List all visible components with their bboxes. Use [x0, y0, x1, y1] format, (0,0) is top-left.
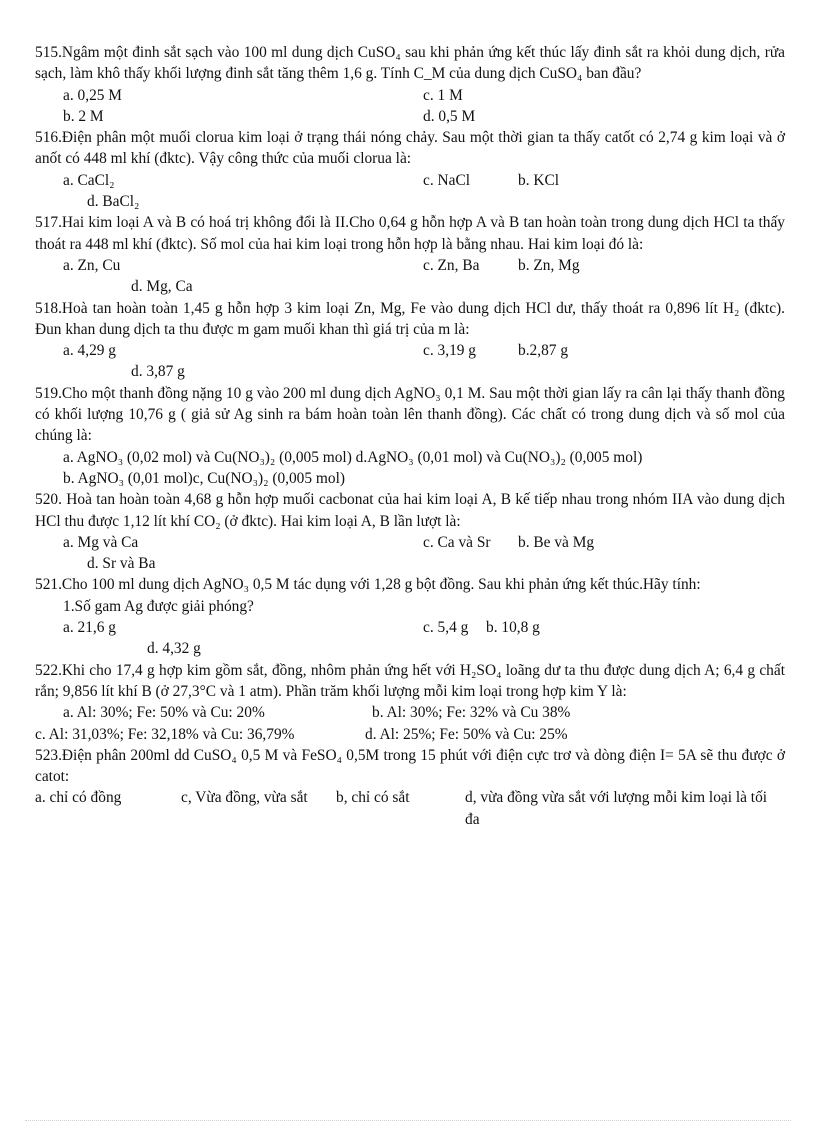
options-516-row1 — [35, 170, 785, 191]
option-515-a: a. 0,25 M — [63, 86, 122, 104]
question-518: 518.Hoà tan hoàn toàn 1,45 g hỗn hợp 3 kim loại Zn, Mg, Fe vào dung dịch HCl dư, thấy thoát ra 0,896 lít H₂ (đktc). Đun khan dung dịch ta thu được m gam muối khan thì giá trị của m là: — [35, 299, 785, 338]
options-517-row2 — [35, 276, 785, 297]
question-517: 517.Hai kim loại A và B có hoá trị không đổi là II.Cho 0,64 g hỗn hợp A và B tan hoàn toàn trong dung dịch HCl ta thấy thoát ra 448 ml khí (đktc). Số mol của hai kim loại trong hỗn hợp là bằng nhau. Hai kim loại đó là: — [35, 214, 785, 253]
option-520-d: d. Sr và Ba — [87, 555, 156, 573]
options-516-row2 — [35, 191, 785, 212]
option-521-c: c. 5,4 g — [423, 619, 469, 637]
option-522-d: d. Al: 25%; Fe: 50% và Cu: 25% — [365, 725, 568, 743]
option-517-d: d. Mg, Ca — [131, 278, 193, 296]
option-521-a: a. 21,6 g — [63, 619, 117, 637]
option-522-a: a. Al: 30%; Fe: 50% và Cu: 20% — [63, 704, 265, 722]
options-515-row1 — [35, 85, 785, 106]
option-523-b: b, chỉ có sắt — [336, 789, 410, 807]
option-516-a: a. CaCl₂ — [63, 171, 115, 189]
question-519: 519.Cho một thanh đồng nặng 10 g vào 200 ml dung dịch AgNO₃ 0,1 M. Sau một thời gian lấy ra cân lại thấy thanh đồng có khối lượng 10,76 g ( giả sử Ag sinh ra bám hoàn toàn lên thanh đồng). Các chất có trong dung dịch và số mol của chúng là: — [35, 384, 785, 445]
option-522-b: b. Al: 30%; Fe: 32% và Cu 38% — [372, 704, 571, 722]
option-516-d: d. BaCl₂ — [87, 193, 140, 211]
option-523-d: d, vừa đồng vừa sắt với lượng mỗi kim loại là tối đa — [465, 789, 768, 828]
question-521: 521.Cho 100 ml dung dịch AgNO₃ 0,5 M tác dụng với 1,28 g bột đồng. Sau khi phản ứng kết thúc.Hãy tính: — [35, 576, 701, 594]
subquestion-521: 1.Số gam Ag được giải phóng? — [63, 597, 254, 615]
options-517-row1 — [35, 255, 785, 276]
option-519-b-c: b. AgNO₃ (0,01 mol)c, Cu(NO₃)₂ (0,005 mol) — [63, 469, 345, 487]
options-518-row2 — [35, 361, 785, 382]
option-523-c: c, Vừa đồng, vừa sắt — [181, 789, 308, 807]
option-517-b: b. Zn, Mg — [518, 256, 580, 274]
options-522-row1 — [35, 702, 785, 723]
option-520-c: c. Ca và Sr — [423, 533, 491, 551]
question-522: 522.Khi cho 17,4 g hợp kim gồm sắt, đồng, nhôm phản ứng hết với H₂SO₄ loãng dư ta thu được dung dịch A; 6,4 g chất rắn; 9,856 lít khí B (ở 27,3°C và 1 atm). Phần trăm khối lượng mỗi kim loại trong hợp kim Y là: — [35, 661, 785, 700]
options-522-row2 — [35, 724, 785, 745]
option-518-b: b.2,87 g — [518, 342, 569, 360]
page-bottom-divider — [25, 1120, 791, 1121]
options-515-row2 — [35, 106, 785, 127]
option-516-c: c. NaCl — [423, 171, 471, 189]
options-523-row1 — [35, 787, 785, 828]
options-519-row2 — [35, 468, 785, 489]
option-517-c: c. Zn, Ba — [423, 256, 480, 274]
option-515-c: c. 1 M — [423, 86, 463, 104]
option-516-b: b. KCl — [518, 171, 560, 189]
options-520-row2 — [35, 553, 785, 574]
options-519-row1 — [35, 447, 785, 468]
option-515-d: d. 0,5 M — [423, 107, 476, 125]
option-518-a: a. 4,29 g — [63, 342, 117, 360]
option-518-d: d. 3,87 g — [131, 363, 185, 381]
options-518-row1 — [35, 340, 785, 361]
question-520: 520. Hoà tan hoàn toàn 4,68 g hỗn hợp muối cacbonat của hai kim loại A, B kế tiếp nhau trong nhóm IIA vào dung dịch HCl thu được 1,12 lít khí CO₂ (ở đktc). Hai kim loại A, B lần lượt là: — [35, 491, 785, 530]
document-page — [35, 42, 785, 828]
option-523-a: a. chỉ có đồng — [35, 789, 122, 807]
option-520-b: b. Be và Mg — [518, 533, 595, 551]
option-517-a: a. Zn, Cu — [63, 256, 121, 274]
options-520-row1 — [35, 532, 785, 553]
question-523: 523.Điện phân 200ml dd CuSO₄ 0,5 M và FeSO₄ 0,5M trong 15 phút với điện cực trơ và dòng điện I= 5A sẽ thu được ở catot: — [35, 746, 785, 786]
option-521-b: b. 10,8 g — [486, 619, 540, 637]
option-519-a-d: a. AgNO₃ (0,02 mol) và Cu(NO₃)₂ (0,005 mol) d.AgNO₃ (0,01 mol) và Cu(NO₃)₂ (0,005 mol) — [63, 448, 643, 466]
options-521-row2 — [35, 638, 785, 659]
option-520-a: a. Mg và Ca — [63, 533, 139, 551]
subquestion-521-row — [35, 596, 785, 617]
option-522-c: c. Al: 31,03%; Fe: 32,18% và Cu: 36,79% — [35, 725, 295, 743]
options-521-row1 — [35, 617, 785, 638]
question-515: 515.Ngâm một đinh sắt sạch vào 100 ml dung dịch CuSO₄ sau khi phản ứng kết thúc lấy đinh sắt ra khỏi dung dịch, rửa sạch, làm khô thấy khối lượng đinh sắt tăng thêm 1,6 g. Tính C_M của dung dịch CuSO₄ ban đầu? — [35, 44, 785, 83]
option-521-d: d. 4,32 g — [147, 640, 201, 658]
question-516: 516.Điện phân một muối clorua kim loại ở trạng thái nóng chảy. Sau một thời gian ta thấy catốt có 2,74 g kim loại và ở anốt có 448 ml khí (đktc). Vậy công thức của muối clorua là: — [35, 129, 785, 168]
option-515-b: b. 2 M — [63, 107, 104, 125]
option-518-c: c. 3,19 g — [423, 342, 477, 360]
